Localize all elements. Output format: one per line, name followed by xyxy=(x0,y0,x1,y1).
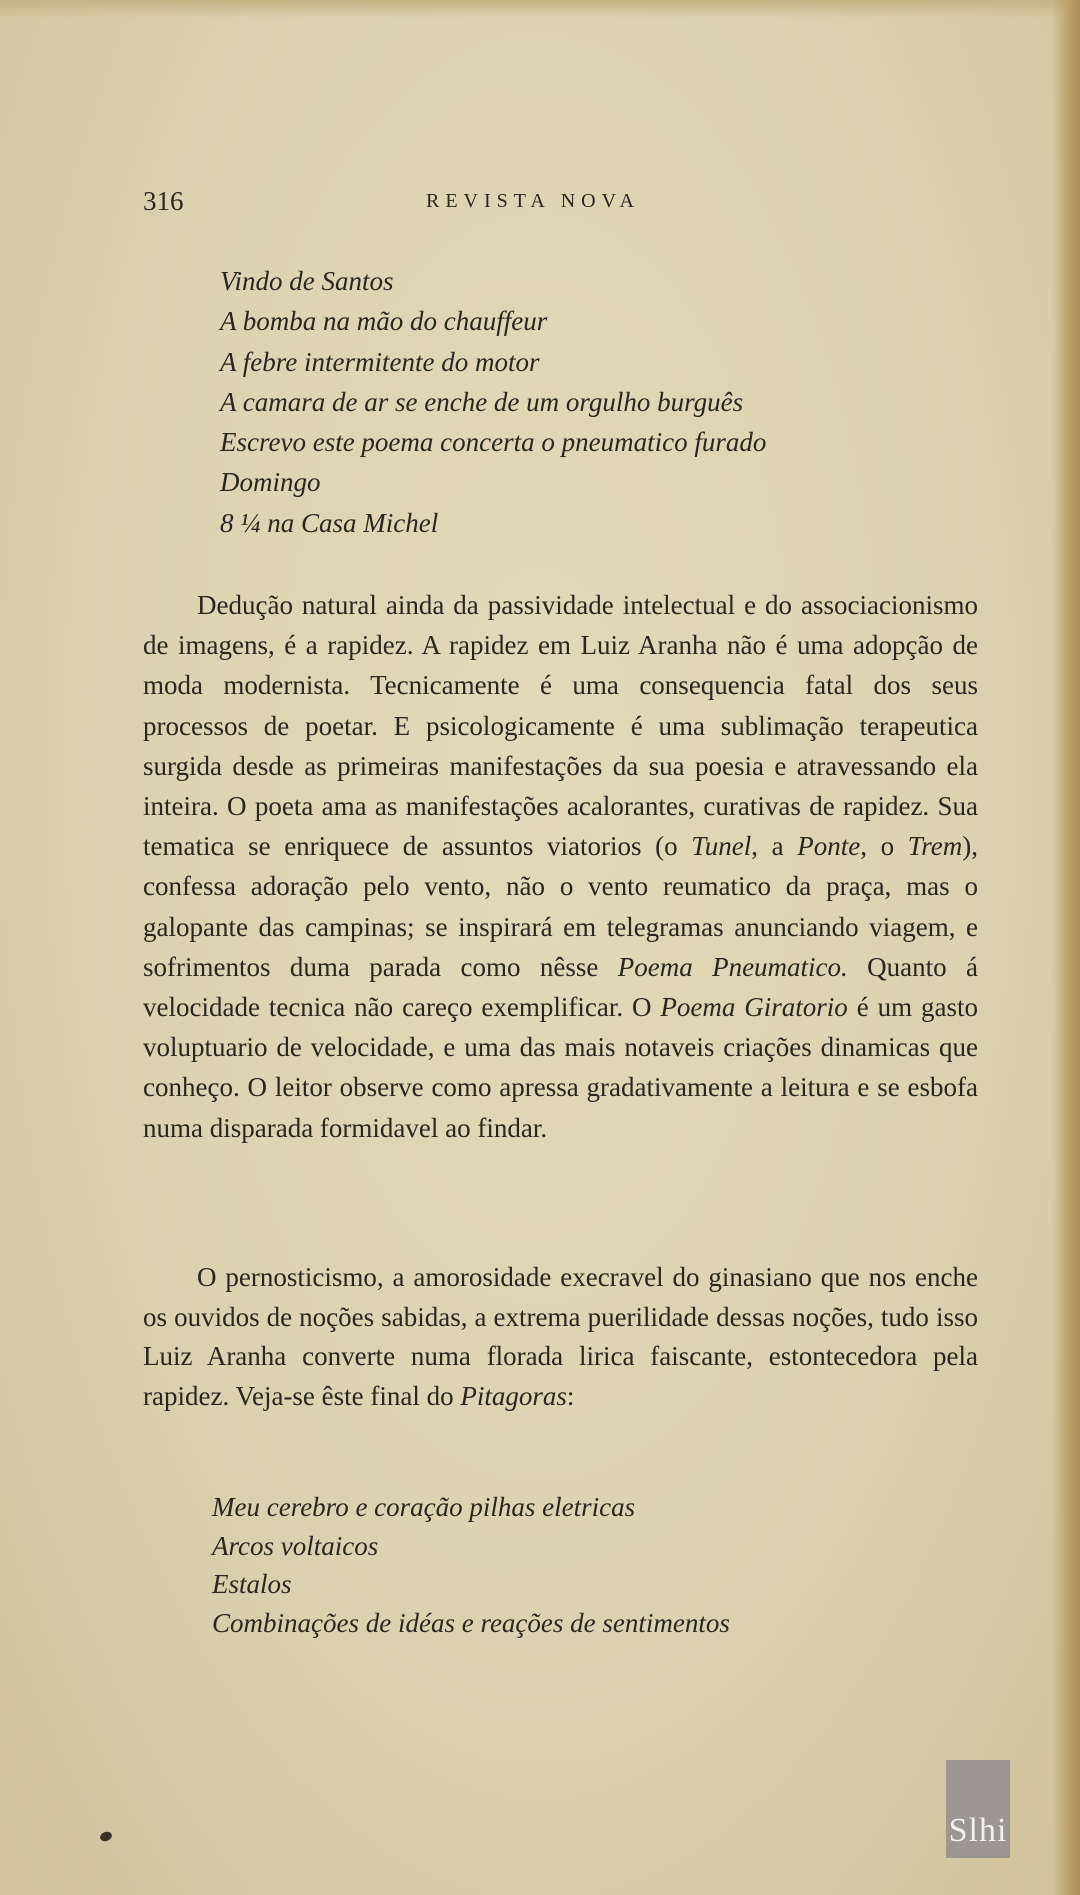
watermark-logo: Slhi xyxy=(946,1760,1010,1858)
text-run: , o xyxy=(860,831,908,862)
page-header xyxy=(143,186,943,226)
verse-line: A febre intermitente do motor xyxy=(220,346,540,377)
page-number: 316 xyxy=(143,186,184,216)
italic-title: Tunel xyxy=(691,831,752,862)
italic-title: Poema Giratorio xyxy=(660,992,848,1023)
paragraph-text xyxy=(143,585,978,1148)
verse-quote-1 xyxy=(220,261,766,543)
italic-title: Trem xyxy=(907,831,963,862)
verse-quote-2 xyxy=(212,1488,730,1642)
ink-blot xyxy=(99,1830,113,1843)
verse-line: Escrevo este poema concerta o pneumatico furado xyxy=(220,427,767,458)
verse-line: Combinações de idéas e reações de sentimentos xyxy=(212,1607,730,1638)
running-title: REVISTA NOVA xyxy=(426,190,640,212)
text-run: Quanto á velocidade tecnica não careço exemplificar. O xyxy=(143,951,979,1023)
verse-line: A bomba na mão do chauffeur xyxy=(220,306,548,337)
italic-title: Poema Pneumatico. xyxy=(617,951,848,982)
verse-line: Vindo de Santos xyxy=(220,266,394,296)
text-run: Dedução natural ainda da passividade intelectual e do associacionismo de imagens, é a rapidez. A rapidez em Luiz Aranha não é uma adopção de moda modernista. Tecnicamente é uma consequencia fatal dos seus processos de poetar. E psicologicamente é uma sublimação terapeutica surgida desde as primeiras manifestações da sua poesia e atravessando ela inteira. O poeta ama as manifestações acalorantes, curativas de rapidez. Sua tematica se enriquece de assuntos viatorios (o xyxy=(143,590,978,862)
verse-line: Arcos voltaicos xyxy=(212,1530,379,1561)
body-paragraph-2 xyxy=(143,1258,978,1416)
verse-line: Domingo xyxy=(220,467,321,498)
verse-line: Meu cerebro e coração pilhas eletricas xyxy=(212,1492,636,1522)
text-run: O pernosticismo, a amorosidade execravel do ginasiano que nos enche os ouvidos de noções sabidas, a extrema puerilidade dessas noções, tudo isso Luiz Aranha converte numa florada lirica faiscante, estontecedora pela rapidez. Veja-se êste final do xyxy=(143,1262,978,1411)
verse-line: A camara de ar se enche de um orgulho burguês xyxy=(220,386,744,417)
text-run: : xyxy=(566,1380,575,1411)
page-edge-top xyxy=(0,0,1080,18)
text-run: , a xyxy=(751,831,798,862)
verse-line: Estalos xyxy=(212,1569,292,1599)
italic-title: Ponte xyxy=(797,831,861,862)
text-run: ), confessa adoração pelo vento, não o vento reumatico da praça, mas o galopante das campinas; se inspirará em telegramas anunciando viagem, e sofrimentos duma parada como nêsse xyxy=(143,831,979,982)
text-run: é um gasto voluptuario de velocidade, e uma das mais notaveis criações dinamicas que conheço. O leitor observe como apressa gradativamente a leitura e se esbofa numa disparada formidavel ao findar. xyxy=(143,992,978,1143)
verse-line: 8 ¼ na Casa Michel xyxy=(220,507,439,538)
paragraph-text xyxy=(143,1258,978,1416)
body-paragraph-1 xyxy=(143,585,978,1148)
page-edge-right xyxy=(1052,0,1080,1895)
italic-title: Pitagoras xyxy=(460,1380,567,1411)
